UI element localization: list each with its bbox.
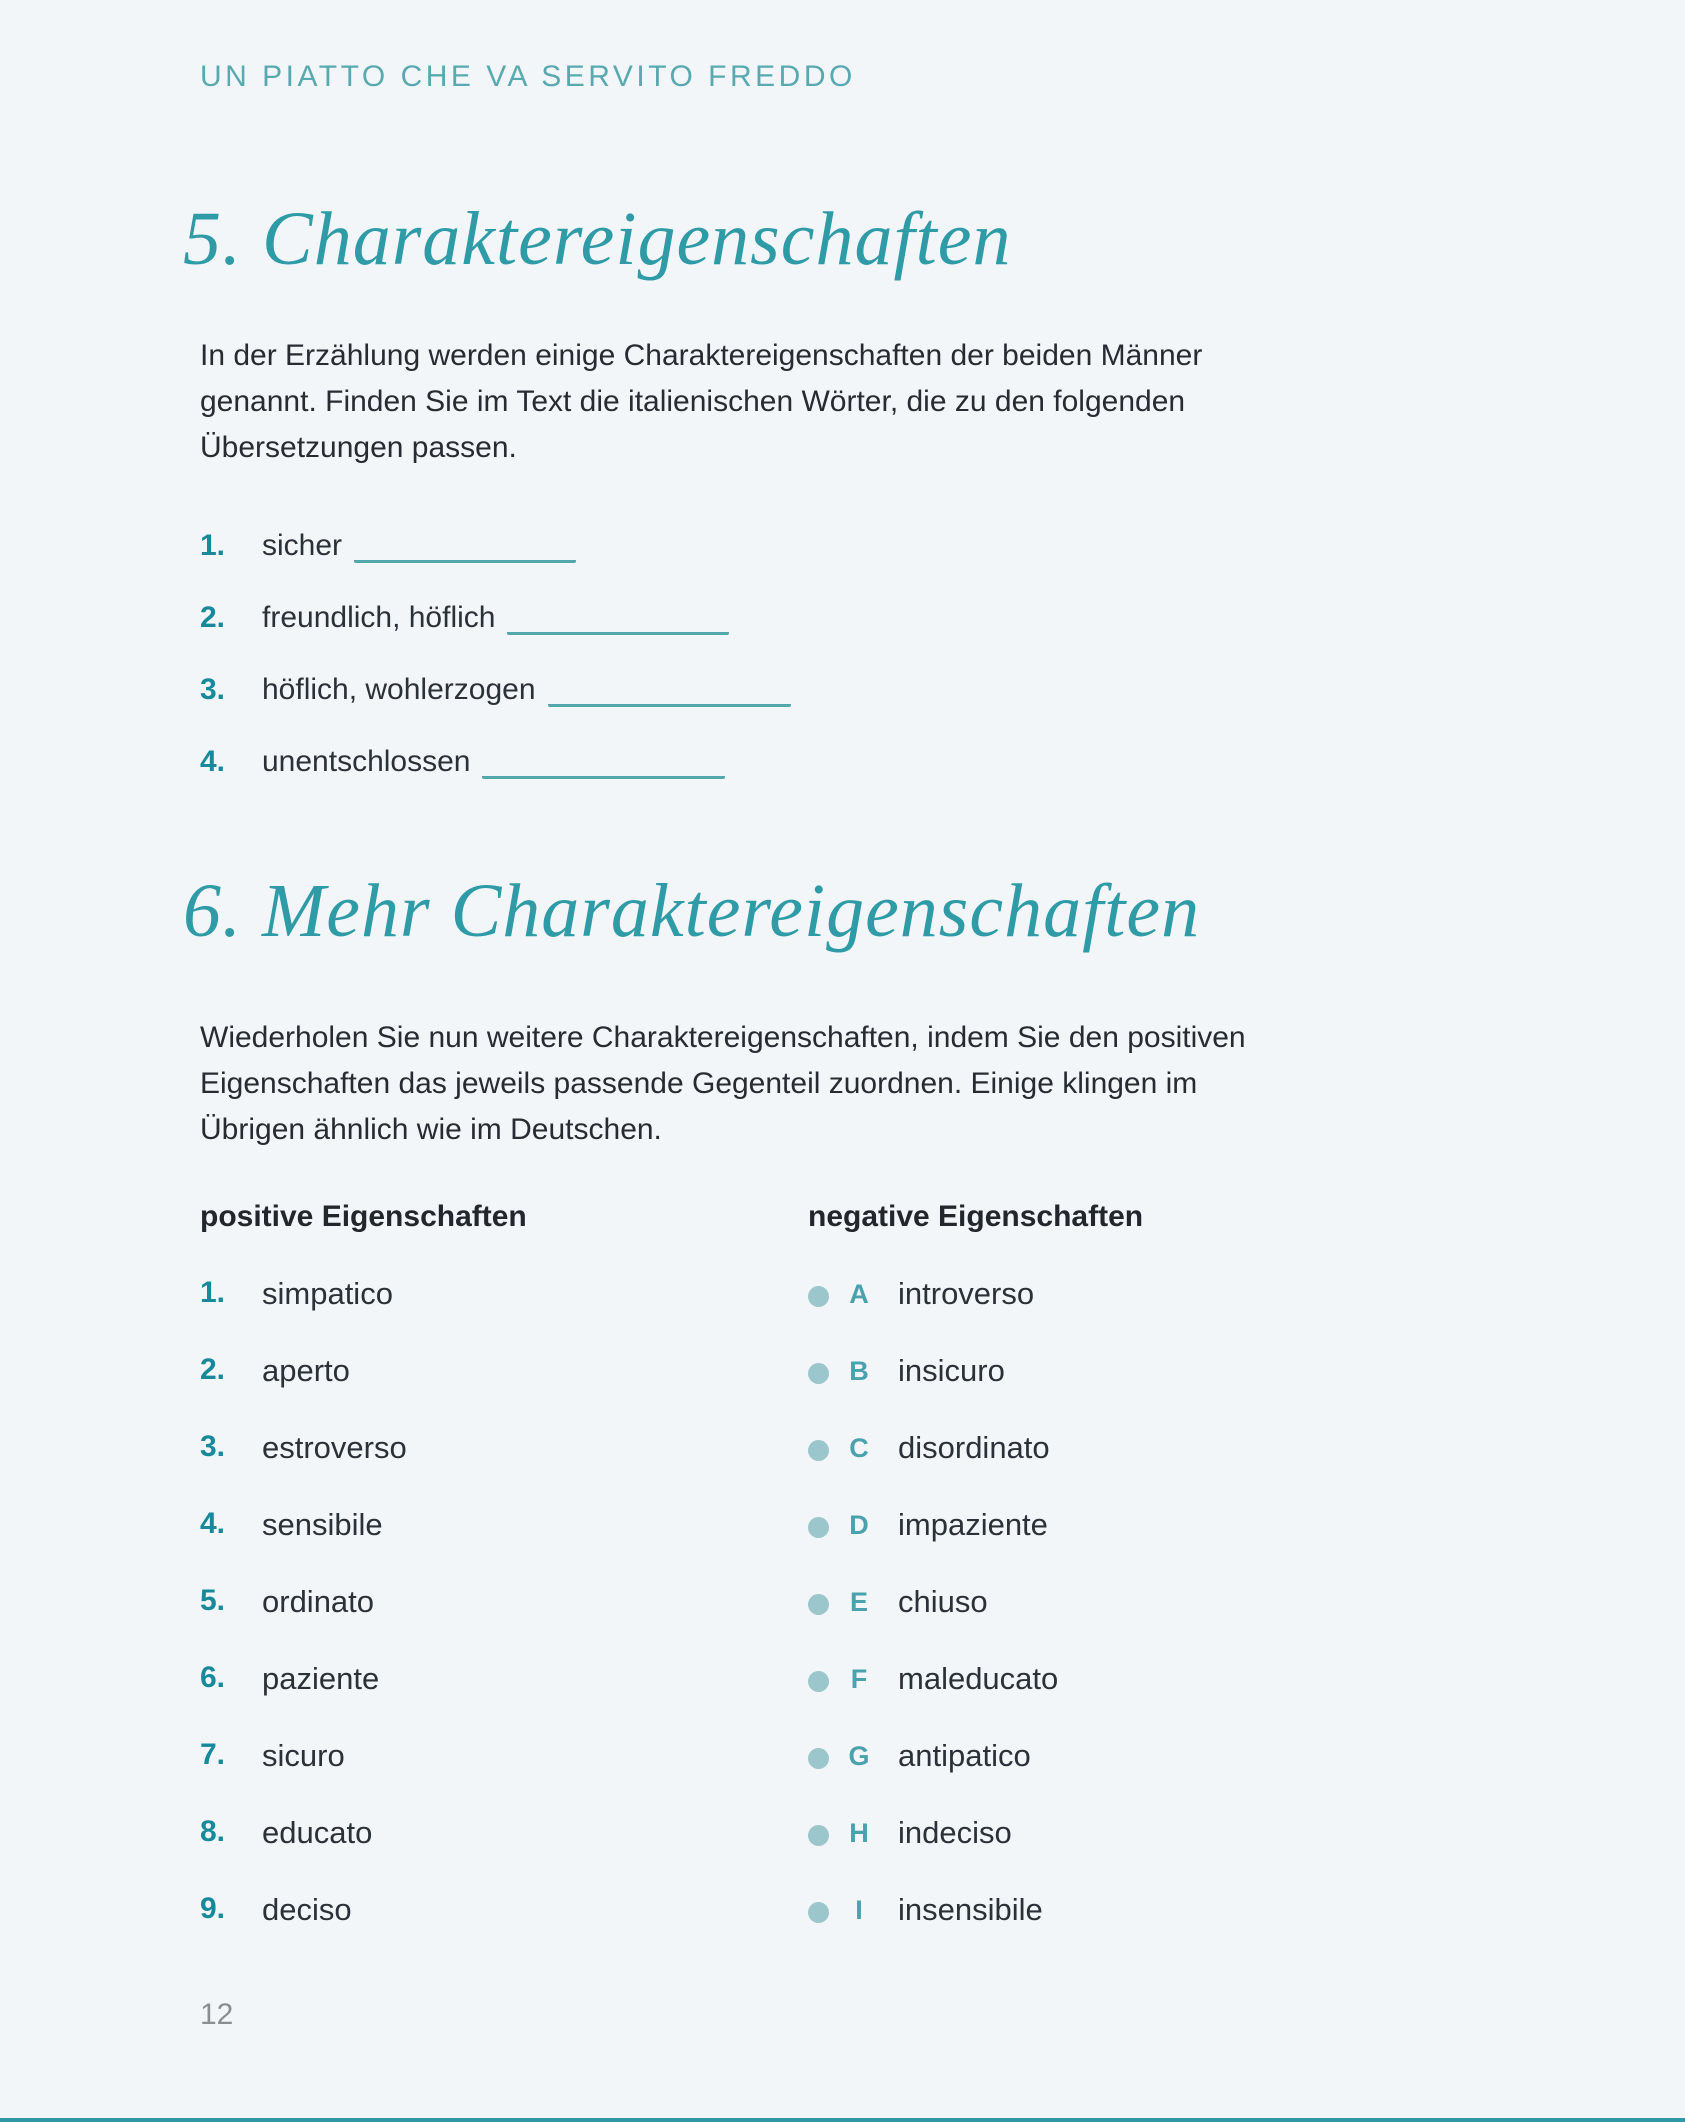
negative-word: maleducato — [898, 1661, 1059, 1696]
negative-word: introverso — [898, 1276, 1035, 1311]
positive-word: aperto — [262, 1353, 350, 1388]
bullet-dot-icon — [808, 1671, 829, 1692]
exercise5-list — [200, 525, 791, 813]
matching-row — [200, 1430, 1058, 1507]
item-letter: H — [849, 1817, 869, 1848]
negative-item — [808, 1661, 1058, 1697]
fill-in-blank-line — [507, 606, 729, 635]
positive-item — [200, 1353, 808, 1389]
negative-word: insicuro — [898, 1353, 1005, 1388]
positive-column-header: positive Eigenschaften — [200, 1200, 527, 1233]
bullet-dot-icon — [808, 1748, 829, 1769]
section5-title: 5. Charaktereigenschaften — [183, 197, 1012, 281]
item-letter: G — [848, 1740, 870, 1771]
negative-word: antipatico — [898, 1738, 1031, 1773]
item-number: 2. — [200, 601, 226, 634]
fill-in-blank-line — [482, 750, 725, 779]
item-label: unentschlossen — [262, 745, 471, 778]
positive-item — [200, 1738, 808, 1774]
negative-word: insensibile — [898, 1892, 1043, 1927]
negative-word: disordinato — [898, 1430, 1050, 1465]
intro-line: Übrigen ähnlich wie im Deutschen. — [200, 1113, 662, 1146]
running-head: UN PIATTO CHE VA SERVITO FREDDO — [200, 60, 856, 93]
section6-intro — [200, 1015, 1246, 1153]
negative-column-header: negative Eigenschaften — [808, 1200, 1144, 1233]
item-number: 9. — [200, 1892, 226, 1925]
negative-item — [808, 1507, 1048, 1543]
section6-title: 6. Mehr Charaktereigenschaften — [183, 869, 1201, 953]
item-number: 4. — [200, 745, 226, 778]
item-number: 5. — [200, 1584, 226, 1617]
item-letter: A — [849, 1278, 869, 1309]
bullet-dot-icon — [808, 1902, 829, 1923]
fill-in-blank-line — [354, 534, 576, 563]
positive-word: simpatico — [262, 1276, 393, 1311]
exercise5-item — [200, 669, 791, 741]
negative-word: impaziente — [898, 1507, 1048, 1542]
fill-in-blank-line — [548, 678, 791, 707]
positive-item — [200, 1507, 808, 1543]
item-label: sicher — [262, 529, 343, 562]
positive-word: sensibile — [262, 1507, 383, 1542]
matching-row — [200, 1815, 1058, 1892]
matching-row — [200, 1892, 1058, 1969]
item-number: 1. — [200, 529, 226, 562]
intro-line: Eigenschaften das jeweils passende Gegenteil zuordnen. Einige klingen im — [200, 1067, 1198, 1100]
matching-row — [200, 1507, 1058, 1584]
positive-word: ordinato — [262, 1584, 375, 1619]
matching-row — [200, 1353, 1058, 1430]
positive-word: paziente — [262, 1661, 380, 1696]
positive-word: estroverso — [262, 1430, 407, 1465]
negative-item — [808, 1738, 1031, 1774]
section5-intro — [200, 333, 1202, 471]
negative-item — [808, 1584, 988, 1620]
item-label: freundlich, höflich — [262, 601, 496, 634]
positive-item — [200, 1815, 808, 1851]
item-number: 3. — [200, 673, 226, 706]
intro-line: Übersetzungen passen. — [200, 431, 517, 464]
intro-line: genannt. Finden Sie im Text die italienischen Wörter, die zu den folgenden — [200, 385, 1186, 418]
positive-item — [200, 1430, 808, 1466]
item-number: 7. — [200, 1738, 226, 1771]
negative-item — [808, 1815, 1012, 1851]
item-number: 3. — [200, 1430, 226, 1463]
item-number: 4. — [200, 1507, 226, 1540]
item-number: 1. — [200, 1276, 226, 1309]
matching-row — [200, 1276, 1058, 1353]
exercise5-item — [200, 525, 791, 597]
matching-exercise — [200, 1276, 1058, 1969]
page-number: 12 — [200, 1998, 234, 2031]
bullet-dot-icon — [808, 1594, 829, 1615]
matching-row — [200, 1738, 1058, 1815]
item-letter: I — [855, 1894, 863, 1925]
intro-line: Wiederholen Sie nun weitere Charaktereigenschaften, indem Sie den positiven — [200, 1021, 1246, 1054]
intro-line: In der Erzählung werden einige Charaktereigenschaften der beiden Männer — [200, 339, 1203, 372]
positive-word: deciso — [262, 1892, 352, 1927]
positive-word: sicuro — [262, 1738, 345, 1773]
bullet-dot-icon — [808, 1363, 829, 1384]
positive-item — [200, 1276, 808, 1312]
negative-item — [808, 1276, 1034, 1312]
negative-item — [808, 1353, 1005, 1389]
item-number: 2. — [200, 1353, 226, 1386]
exercise5-item — [200, 597, 791, 669]
bottom-rule-divider — [0, 2118, 1685, 2122]
positive-item — [200, 1661, 808, 1697]
positive-item — [200, 1892, 808, 1928]
item-letter: D — [849, 1509, 869, 1540]
bullet-dot-icon — [808, 1825, 829, 1846]
item-number: 8. — [200, 1815, 226, 1848]
negative-item — [808, 1430, 1050, 1466]
matching-row — [200, 1584, 1058, 1661]
positive-item — [200, 1584, 808, 1620]
bullet-dot-icon — [808, 1440, 829, 1461]
matching-row — [200, 1661, 1058, 1738]
negative-word: indeciso — [898, 1815, 1012, 1850]
negative-word: chiuso — [898, 1584, 988, 1619]
item-letter: F — [850, 1663, 868, 1694]
bullet-dot-icon — [808, 1286, 829, 1307]
positive-word: educato — [262, 1815, 373, 1850]
item-number: 6. — [200, 1661, 226, 1694]
item-label: höflich, wohlerzogen — [262, 673, 536, 706]
item-letter: E — [849, 1586, 868, 1617]
exercise5-item — [200, 741, 791, 813]
item-letter: B — [849, 1355, 869, 1386]
negative-item — [808, 1892, 1043, 1928]
item-letter: C — [849, 1432, 869, 1463]
bullet-dot-icon — [808, 1517, 829, 1538]
